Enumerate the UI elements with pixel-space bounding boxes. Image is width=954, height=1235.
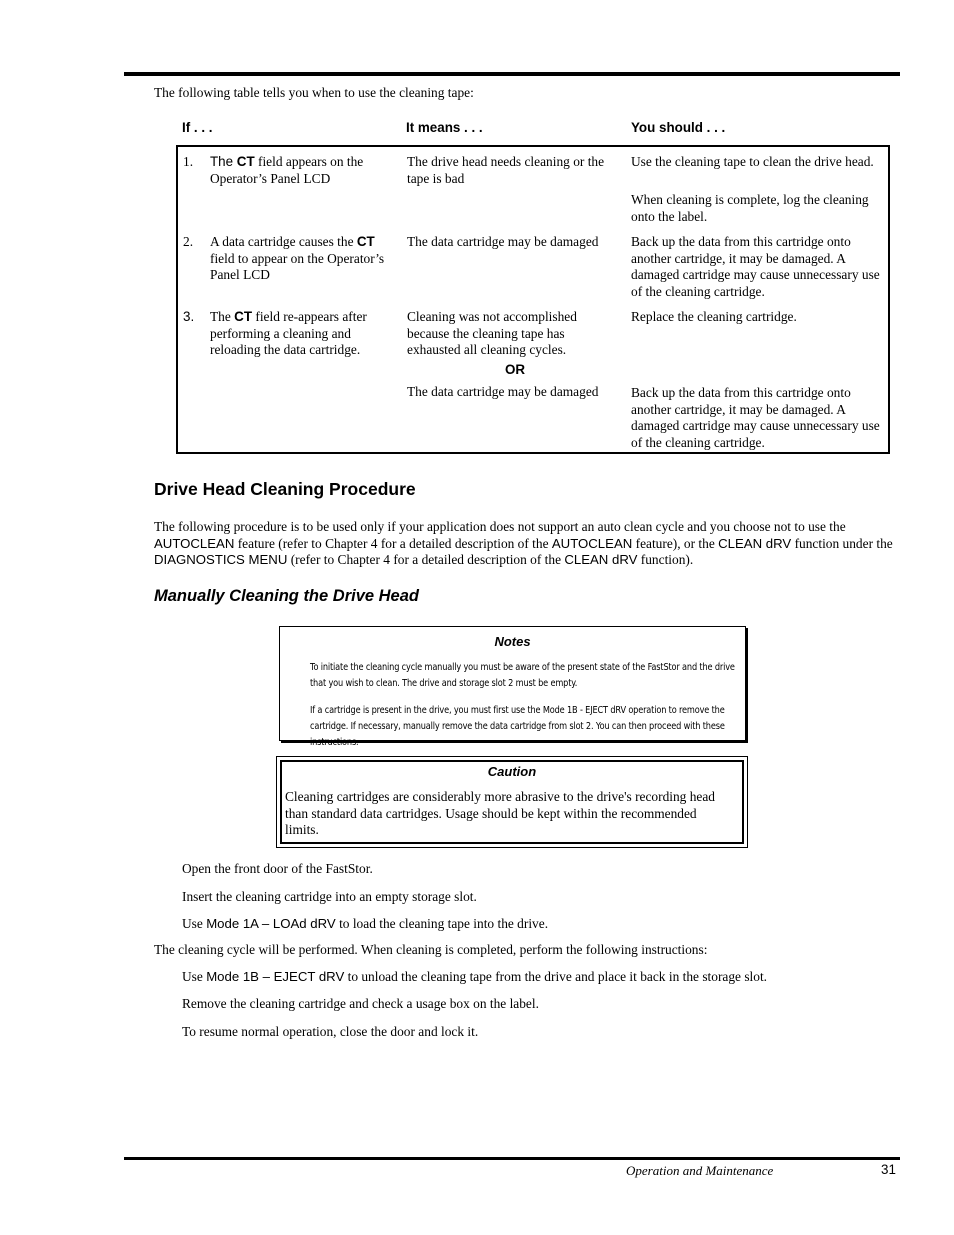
row-if: A data cartridge causes the CT field to appear on the Operator’s Panel LCD: [210, 234, 385, 282]
or-label: OR: [504, 362, 526, 377]
step-note: The cleaning cycle will be performed. When cleaning is completed, perform the following instructions:: [154, 942, 708, 957]
row-should: Replace the cleaning cartridge.: [631, 309, 797, 324]
col-header-should: You should . . .: [631, 120, 726, 135]
row-if: The CT field re-appears after performing a cleaning and reloading the data cartridge.: [210, 309, 367, 357]
row-number: 1.: [183, 154, 194, 169]
col-header-means: It means . . .: [406, 120, 483, 135]
cleaning-table: [176, 145, 890, 454]
page-number: 31: [881, 1162, 896, 1177]
notes-paragraph: To initiate the cleaning cycle manually you must be aware of the present state of the FastStor and the drive that you wish to clean. The drive and storage slot 2 must be empty.: [310, 662, 735, 689]
step-item: Remove the cleaning cartridge and check a usage box on the label.: [182, 996, 539, 1011]
row-means: Cleaning was not accomplished because the cleaning tape has exhausted all cleaning cycles.: [407, 309, 577, 357]
step-item: Insert the cleaning cartridge into an empty storage slot.: [182, 889, 477, 904]
step-item: Use Mode 1B – EJECT dRV to unload the cleaning tape from the drive and place it back in the storage slot.: [182, 969, 768, 984]
table-intro: The following table tells you when to use the cleaning tape:: [154, 85, 474, 100]
bottom-rule: [124, 1157, 900, 1160]
row-means: The data cartridge may be damaged: [407, 234, 599, 249]
footer-section: Operation and Maintenance: [626, 1163, 774, 1178]
step-item: Use Mode 1A – LOAd dRV to load the cleaning tape into the drive.: [182, 916, 549, 931]
row-should: Back up the data from this cartridge onto another cartridge, it may be damaged. A damaged cartridge may cause unnecessary use of the cleaning cartridge.: [631, 385, 880, 450]
row-should: Use the cleaning tape to clean the drive head.: [631, 154, 874, 169]
notes-title: Notes: [494, 634, 531, 649]
row-means: The data cartridge may be damaged: [407, 384, 599, 399]
notes-paragraph: If a cartridge is present in the drive, you must first use the Mode 1B - EJECT dRV operation to remove the cartridge. If necessary, manually remove the data cartridge from slot 2. You can then proceed with these instructions.: [310, 705, 725, 748]
caution-box: [276, 756, 748, 848]
row-number: 3.: [183, 309, 195, 324]
row-means: The drive head needs cleaning or the tape is bad: [407, 154, 605, 186]
col-header-if: If . . .: [182, 120, 213, 135]
step-item: Open the front door of the FastStor.: [182, 861, 373, 876]
subheading: Manually Cleaning the Drive Head: [154, 587, 419, 605]
section-heading: Drive Head Cleaning Procedure: [154, 479, 416, 499]
row-if: The CT field appears on the Operator’s Panel LCD: [210, 154, 364, 186]
top-rule: [124, 72, 900, 76]
row-should: When cleaning is complete, log the cleaning onto the label.: [631, 192, 869, 224]
caution-text: Cleaning cartridges are considerably more abrasive to the drive's recording head than standard data cartridges. Usage should be kept within the recommended limits.: [285, 789, 715, 837]
procedure-paragraph: The following procedure is to be used only if your application does not support an auto clean cycle and you choose not to use the AUTOCLEAN feature (refer to Chapter 4 for a detailed description of the AUTOCLEAN feature), or the CLEAN dRV function under the DIAGNOSTICS MENU (refer to Chapter 4 for a detailed description of the CLEAN dRV function).: [154, 519, 893, 567]
step-item: To resume normal operation, close the door and lock it.: [182, 1024, 479, 1039]
row-should: Back up the data from this cartridge onto another cartridge, it may be damaged. A damaged cartridge may cause unnecessary use of the cleaning cartridge.: [631, 234, 880, 299]
row-number: 2.: [183, 234, 194, 249]
notes-box: [279, 626, 746, 748]
caution-title: Caution: [487, 764, 537, 779]
